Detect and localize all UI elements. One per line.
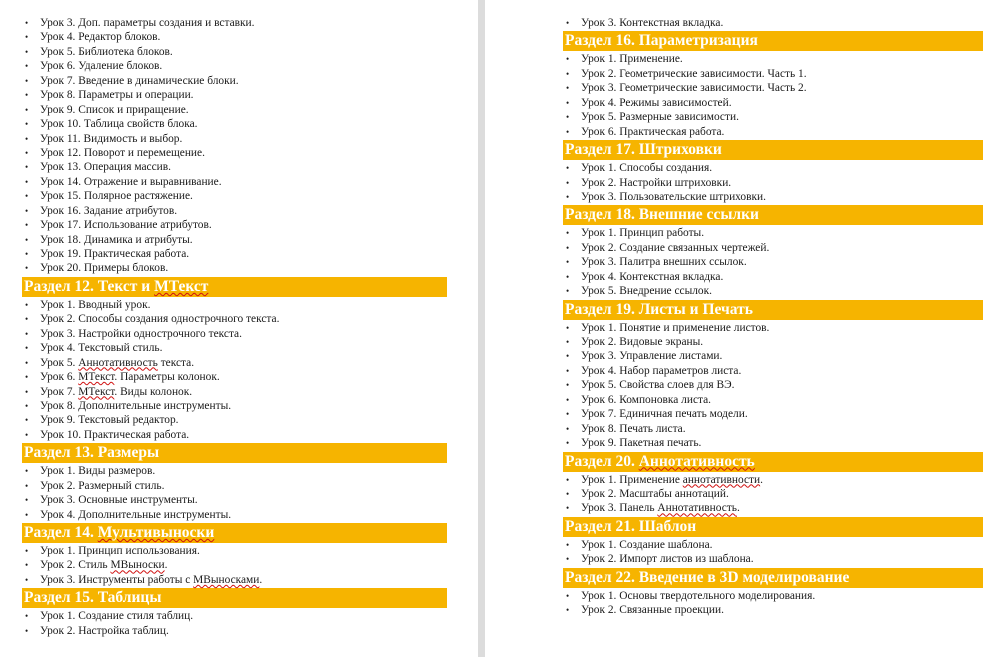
list-item (563, 67, 983, 81)
lesson-title: Урок 1. Применение аннотативности. (581, 473, 763, 486)
course-outline-left (22, 16, 447, 638)
lesson-title: Урок 6. Практическая работа. (581, 125, 725, 138)
bullet-icon: • (566, 322, 570, 333)
bullet-icon: • (25, 147, 29, 158)
list-item (22, 464, 447, 478)
list-item (563, 241, 983, 255)
lesson-title: Урок 3. Управление листами. (581, 350, 723, 363)
list-item (22, 493, 447, 507)
list-item (563, 349, 983, 363)
section-heading: Раздел 18. Внешние ссылки (563, 205, 983, 225)
section-heading: Раздел 17. Штриховки (563, 140, 983, 160)
lesson-title: Урок 2. Масштабы аннотаций. (581, 487, 729, 500)
section-heading: Раздел 20. Аннотативность (563, 452, 983, 472)
bullet-icon: • (566, 83, 570, 94)
list-item (563, 436, 983, 450)
bullet-icon: • (25, 480, 29, 491)
list-item (22, 370, 447, 384)
bullet-icon: • (25, 75, 29, 86)
lesson-title: Урок 3. Инструменты работы с МВыносками. (40, 573, 263, 586)
list-item (563, 335, 983, 349)
lesson-title: Урок 10. Таблица свойств блока. (40, 118, 198, 131)
bullet-icon: • (25, 46, 29, 57)
list-item (22, 341, 447, 355)
list-item (22, 146, 447, 160)
list-item (22, 45, 447, 59)
bullet-icon: • (25, 162, 29, 173)
list-item (22, 16, 447, 30)
list-item (22, 59, 447, 73)
lesson-title: Урок 1. Основы твердотельного моделирования. (581, 589, 816, 602)
bullet-icon: • (25, 249, 29, 259)
bullet-icon: • (566, 126, 570, 137)
bullet-icon: • (25, 400, 29, 411)
lesson-title: Урок 3. Контекстная вкладка. (581, 17, 724, 29)
bullet-icon: • (25, 546, 29, 556)
list-item (563, 96, 983, 110)
list-item (22, 30, 447, 44)
bullet-icon: • (25, 18, 29, 28)
lesson-title: Урок 7. Введение в динамические блоки. (40, 74, 239, 87)
list-item (22, 132, 447, 146)
list-item (22, 385, 447, 399)
lesson-title: Урок 20. Примеры блоков. (40, 262, 169, 275)
lesson-title: Урок 6. Удаление блоков. (40, 60, 163, 73)
lesson-title: Урок 2. Способы создания однострочного текста. (40, 313, 280, 326)
list-item (22, 312, 447, 326)
list-item (22, 544, 447, 558)
list-item (563, 321, 983, 335)
bullet-icon: • (25, 191, 29, 202)
bullet-icon: • (25, 372, 29, 383)
bullet-icon: • (25, 61, 29, 72)
list-item (22, 261, 447, 275)
lesson-title: Урок 1. Принцип использования. (40, 545, 200, 557)
lesson-title: Урок 1. Вводный урок. (40, 298, 151, 311)
lesson-title: Урок 4. Набор параметров листа. (581, 364, 742, 377)
bullet-icon: • (566, 163, 570, 174)
bullet-icon: • (25, 343, 29, 354)
bullet-icon: • (566, 257, 570, 268)
lesson-title: Урок 10. Практическая работа. (40, 428, 190, 441)
bullet-icon: • (25, 357, 29, 368)
lesson-title: Урок 8. Параметры и операции. (40, 89, 194, 102)
page-separator (478, 0, 485, 657)
list-item (563, 161, 983, 175)
list-item (22, 175, 447, 189)
bullet-icon: • (25, 495, 29, 506)
lesson-list (563, 321, 983, 451)
bullet-icon: • (566, 605, 570, 616)
lesson-title: Урок 6. Компоновка листа. (581, 393, 712, 406)
lesson-title: Урок 2. Видовые экраны. (581, 336, 704, 348)
lesson-title: Урок 2. Связанные проекции. (581, 604, 724, 617)
lesson-title: Урок 3. Основные инструменты. (40, 494, 198, 507)
bullet-icon: • (566, 177, 570, 188)
list-item (22, 74, 447, 88)
list-item (22, 233, 447, 247)
bullet-icon: • (25, 119, 29, 130)
bullet-icon: • (566, 97, 570, 108)
bullet-icon: • (25, 32, 29, 43)
lesson-title: Урок 4. Дополнительные инструменты. (40, 508, 232, 521)
list-item (563, 110, 983, 124)
bullet-icon: • (566, 539, 570, 550)
bullet-icon: • (25, 263, 29, 274)
list-item (563, 589, 983, 603)
lesson-title: Урок 3. Настройки однострочного текста. (40, 327, 242, 340)
lesson-title: Урок 14. Отражение и выравнивание. (40, 175, 222, 188)
bullet-icon: • (25, 176, 29, 187)
lesson-title: Урок 5. Библиотека блоков. (40, 45, 173, 58)
list-item (563, 603, 983, 617)
list-item (563, 473, 983, 487)
lesson-title: Урок 6. МТекст. Параметры колонок. (40, 371, 220, 384)
lesson-title: Урок 9. Текстовый редактор. (40, 414, 179, 427)
lesson-title: Урок 5. Размерные зависимости. (581, 111, 739, 124)
section-heading: Раздел 13. Размеры (22, 443, 447, 463)
lesson-title: Урок 1. Способы создания. (581, 162, 713, 175)
lesson-list (563, 538, 983, 567)
bullet-icon: • (566, 488, 570, 499)
lesson-title: Урок 7. Единичная печать модели. (581, 408, 748, 421)
list-item (563, 125, 983, 139)
bullet-icon: • (566, 409, 570, 420)
list-item (563, 176, 983, 190)
lesson-list (563, 226, 983, 298)
list-item (563, 407, 983, 421)
bullet-icon: • (25, 574, 29, 585)
lesson-title: Урок 11. Видимость и выбор. (40, 132, 183, 145)
bullet-icon: • (566, 191, 570, 202)
lesson-list (22, 298, 447, 442)
list-item (22, 160, 447, 174)
lesson-title: Урок 8. Печать листа. (581, 422, 686, 435)
section-heading: Раздел 19. Листы и Печать (563, 300, 983, 320)
bullet-icon: • (566, 112, 570, 123)
lesson-title: Урок 2. Настройка таблиц. (40, 624, 169, 637)
lesson-title: Урок 18. Динамика и атрибуты. (40, 233, 193, 246)
list-item (22, 573, 447, 587)
lesson-title: Урок 5. Свойства слоев для ВЭ. (581, 379, 735, 392)
section-heading: Раздел 22. Введение в 3D моделирование (563, 568, 983, 588)
list-item (563, 226, 983, 240)
bullet-icon: • (25, 429, 29, 440)
list-item (563, 487, 983, 501)
list-item (563, 190, 983, 204)
bullet-icon: • (566, 423, 570, 434)
list-item (563, 284, 983, 298)
section-heading: Раздел 15. Таблицы (22, 588, 447, 608)
lesson-title: Урок 3. Панель Аннотативность. (581, 502, 740, 515)
bullet-icon: • (566, 351, 570, 362)
bullet-icon: • (25, 133, 29, 144)
list-item (563, 81, 983, 95)
list-item (22, 508, 447, 522)
list-item (22, 327, 447, 341)
document-page-right (485, 0, 1000, 657)
lesson-list (563, 16, 983, 30)
list-item (563, 538, 983, 552)
lesson-list (22, 544, 447, 587)
list-item (22, 117, 447, 131)
lesson-title: Урок 19. Практическая работа. (40, 248, 190, 260)
list-item (22, 413, 447, 427)
lesson-title: Урок 15. Полярное растяжение. (40, 190, 193, 203)
bullet-icon: • (566, 365, 570, 376)
lesson-title: Урок 1. Виды размеров. (40, 465, 156, 478)
list-item (22, 428, 447, 442)
lesson-title: Урок 3. Пользовательские штриховки. (581, 190, 766, 203)
bullet-icon: • (25, 466, 29, 477)
lesson-title: Урок 4. Текстовый стиль. (40, 342, 163, 355)
bullet-icon: • (566, 337, 570, 347)
lesson-title: Урок 2. Стиль МВыноски. (40, 559, 168, 572)
lesson-title: Урок 3. Палитра внешних ссылок. (581, 256, 747, 269)
bullet-icon: • (25, 415, 29, 426)
bullet-icon: • (25, 611, 29, 622)
lesson-title: Урок 3. Доп. параметры создания и вставки. (40, 17, 255, 29)
list-item (563, 364, 983, 378)
lesson-list (563, 473, 983, 516)
list-item (563, 422, 983, 436)
lesson-title: Урок 17. Использование атрибутов. (40, 219, 212, 232)
list-item (22, 189, 447, 203)
list-item (563, 501, 983, 515)
bullet-icon: • (566, 286, 570, 297)
lesson-title: Урок 5. Внедрение ссылок. (581, 285, 712, 298)
lesson-title: Урок 4. Контекстная вкладка. (581, 270, 724, 283)
bullet-icon: • (566, 590, 570, 601)
list-item (22, 624, 447, 638)
list-item (563, 393, 983, 407)
bullet-icon: • (566, 242, 570, 253)
lesson-title: Урок 2. Настройки штриховки. (581, 176, 732, 189)
lesson-title: Урок 1. Создание стиля таблиц. (40, 610, 194, 623)
bullet-icon: • (25, 560, 29, 571)
bullet-icon: • (566, 438, 570, 449)
lesson-list (563, 52, 983, 139)
bullet-icon: • (25, 299, 29, 310)
list-item (22, 399, 447, 413)
lesson-list (22, 464, 447, 522)
lesson-title: Урок 4. Режимы зависимостей. (581, 96, 732, 109)
lesson-list (22, 16, 447, 276)
bullet-icon: • (25, 314, 29, 325)
bullet-icon: • (566, 228, 570, 239)
lesson-title: Урок 7. МТекст. Виды колонок. (40, 385, 193, 398)
lesson-title: Урок 1. Применение. (581, 53, 683, 66)
section-heading: Раздел 14. Мультивыноски (22, 523, 447, 543)
lesson-list (563, 589, 983, 618)
lesson-title: Урок 2. Создание связанных чертежей. (581, 241, 770, 254)
lesson-title: Урок 5. Аннотативность текста. (40, 356, 195, 369)
section-heading: Раздел 21. Шаблон (563, 517, 983, 537)
list-item (22, 247, 447, 261)
bullet-icon: • (25, 205, 29, 216)
section-heading: Раздел 16. Параметризация (563, 31, 983, 51)
bullet-icon: • (25, 386, 29, 397)
list-item (22, 609, 447, 623)
list-item (22, 356, 447, 370)
list-item (22, 558, 447, 572)
list-item (563, 552, 983, 566)
lesson-list (563, 161, 983, 204)
bullet-icon: • (25, 625, 29, 636)
list-item (563, 378, 983, 392)
bullet-icon: • (566, 394, 570, 405)
lesson-title: Урок 8. Дополнительные инструменты. (40, 399, 232, 412)
lesson-title: Урок 16. Задание атрибутов. (40, 204, 178, 217)
section-heading: Раздел 12. Текст и МТекст (22, 277, 447, 297)
bullet-icon: • (25, 234, 29, 245)
bullet-icon: • (566, 54, 570, 65)
list-item (563, 270, 983, 284)
lesson-title: Урок 1. Понятие и применение листов. (581, 321, 770, 334)
lesson-title: Урок 2. Размерный стиль. (40, 479, 165, 492)
list-item (22, 103, 447, 117)
bullet-icon: • (566, 503, 570, 514)
list-item (22, 218, 447, 232)
list-item (563, 52, 983, 66)
lesson-title: Урок 2. Импорт листов из шаблона. (581, 553, 754, 566)
list-item (22, 88, 447, 102)
list-item (22, 479, 447, 493)
list-item (563, 16, 983, 30)
list-item (563, 255, 983, 269)
document-page-left (0, 0, 478, 657)
lesson-title: Урок 4. Редактор блоков. (40, 31, 161, 44)
bullet-icon: • (25, 90, 29, 101)
lesson-title: Урок 13. Операция массив. (40, 161, 171, 174)
lesson-title: Урок 1. Создание шаблона. (581, 538, 713, 551)
bullet-icon: • (25, 328, 29, 339)
bullet-icon: • (25, 104, 29, 115)
bullet-icon: • (566, 18, 570, 28)
course-outline-right (563, 16, 983, 618)
bullet-icon: • (566, 68, 570, 79)
lesson-title: Урок 1. Принцип работы. (581, 227, 705, 240)
bullet-icon: • (566, 271, 570, 282)
lesson-title: Урок 3. Геометрические зависимости. Часть 2. (581, 82, 807, 95)
lesson-title: Урок 12. Поворот и перемещение. (40, 146, 205, 159)
bullet-icon: • (25, 220, 29, 231)
list-item (22, 204, 447, 218)
list-item (22, 298, 447, 312)
bullet-icon: • (566, 474, 570, 485)
lesson-list (22, 609, 447, 638)
bullet-icon: • (566, 554, 570, 565)
lesson-title: Урок 2. Геометрические зависимости. Часть 1. (581, 67, 807, 80)
lesson-title: Урок 9. Пакетная печать. (581, 437, 702, 450)
lesson-title: Урок 9. Список и приращение. (40, 103, 189, 116)
bullet-icon: • (566, 380, 570, 391)
bullet-icon: • (25, 509, 29, 520)
